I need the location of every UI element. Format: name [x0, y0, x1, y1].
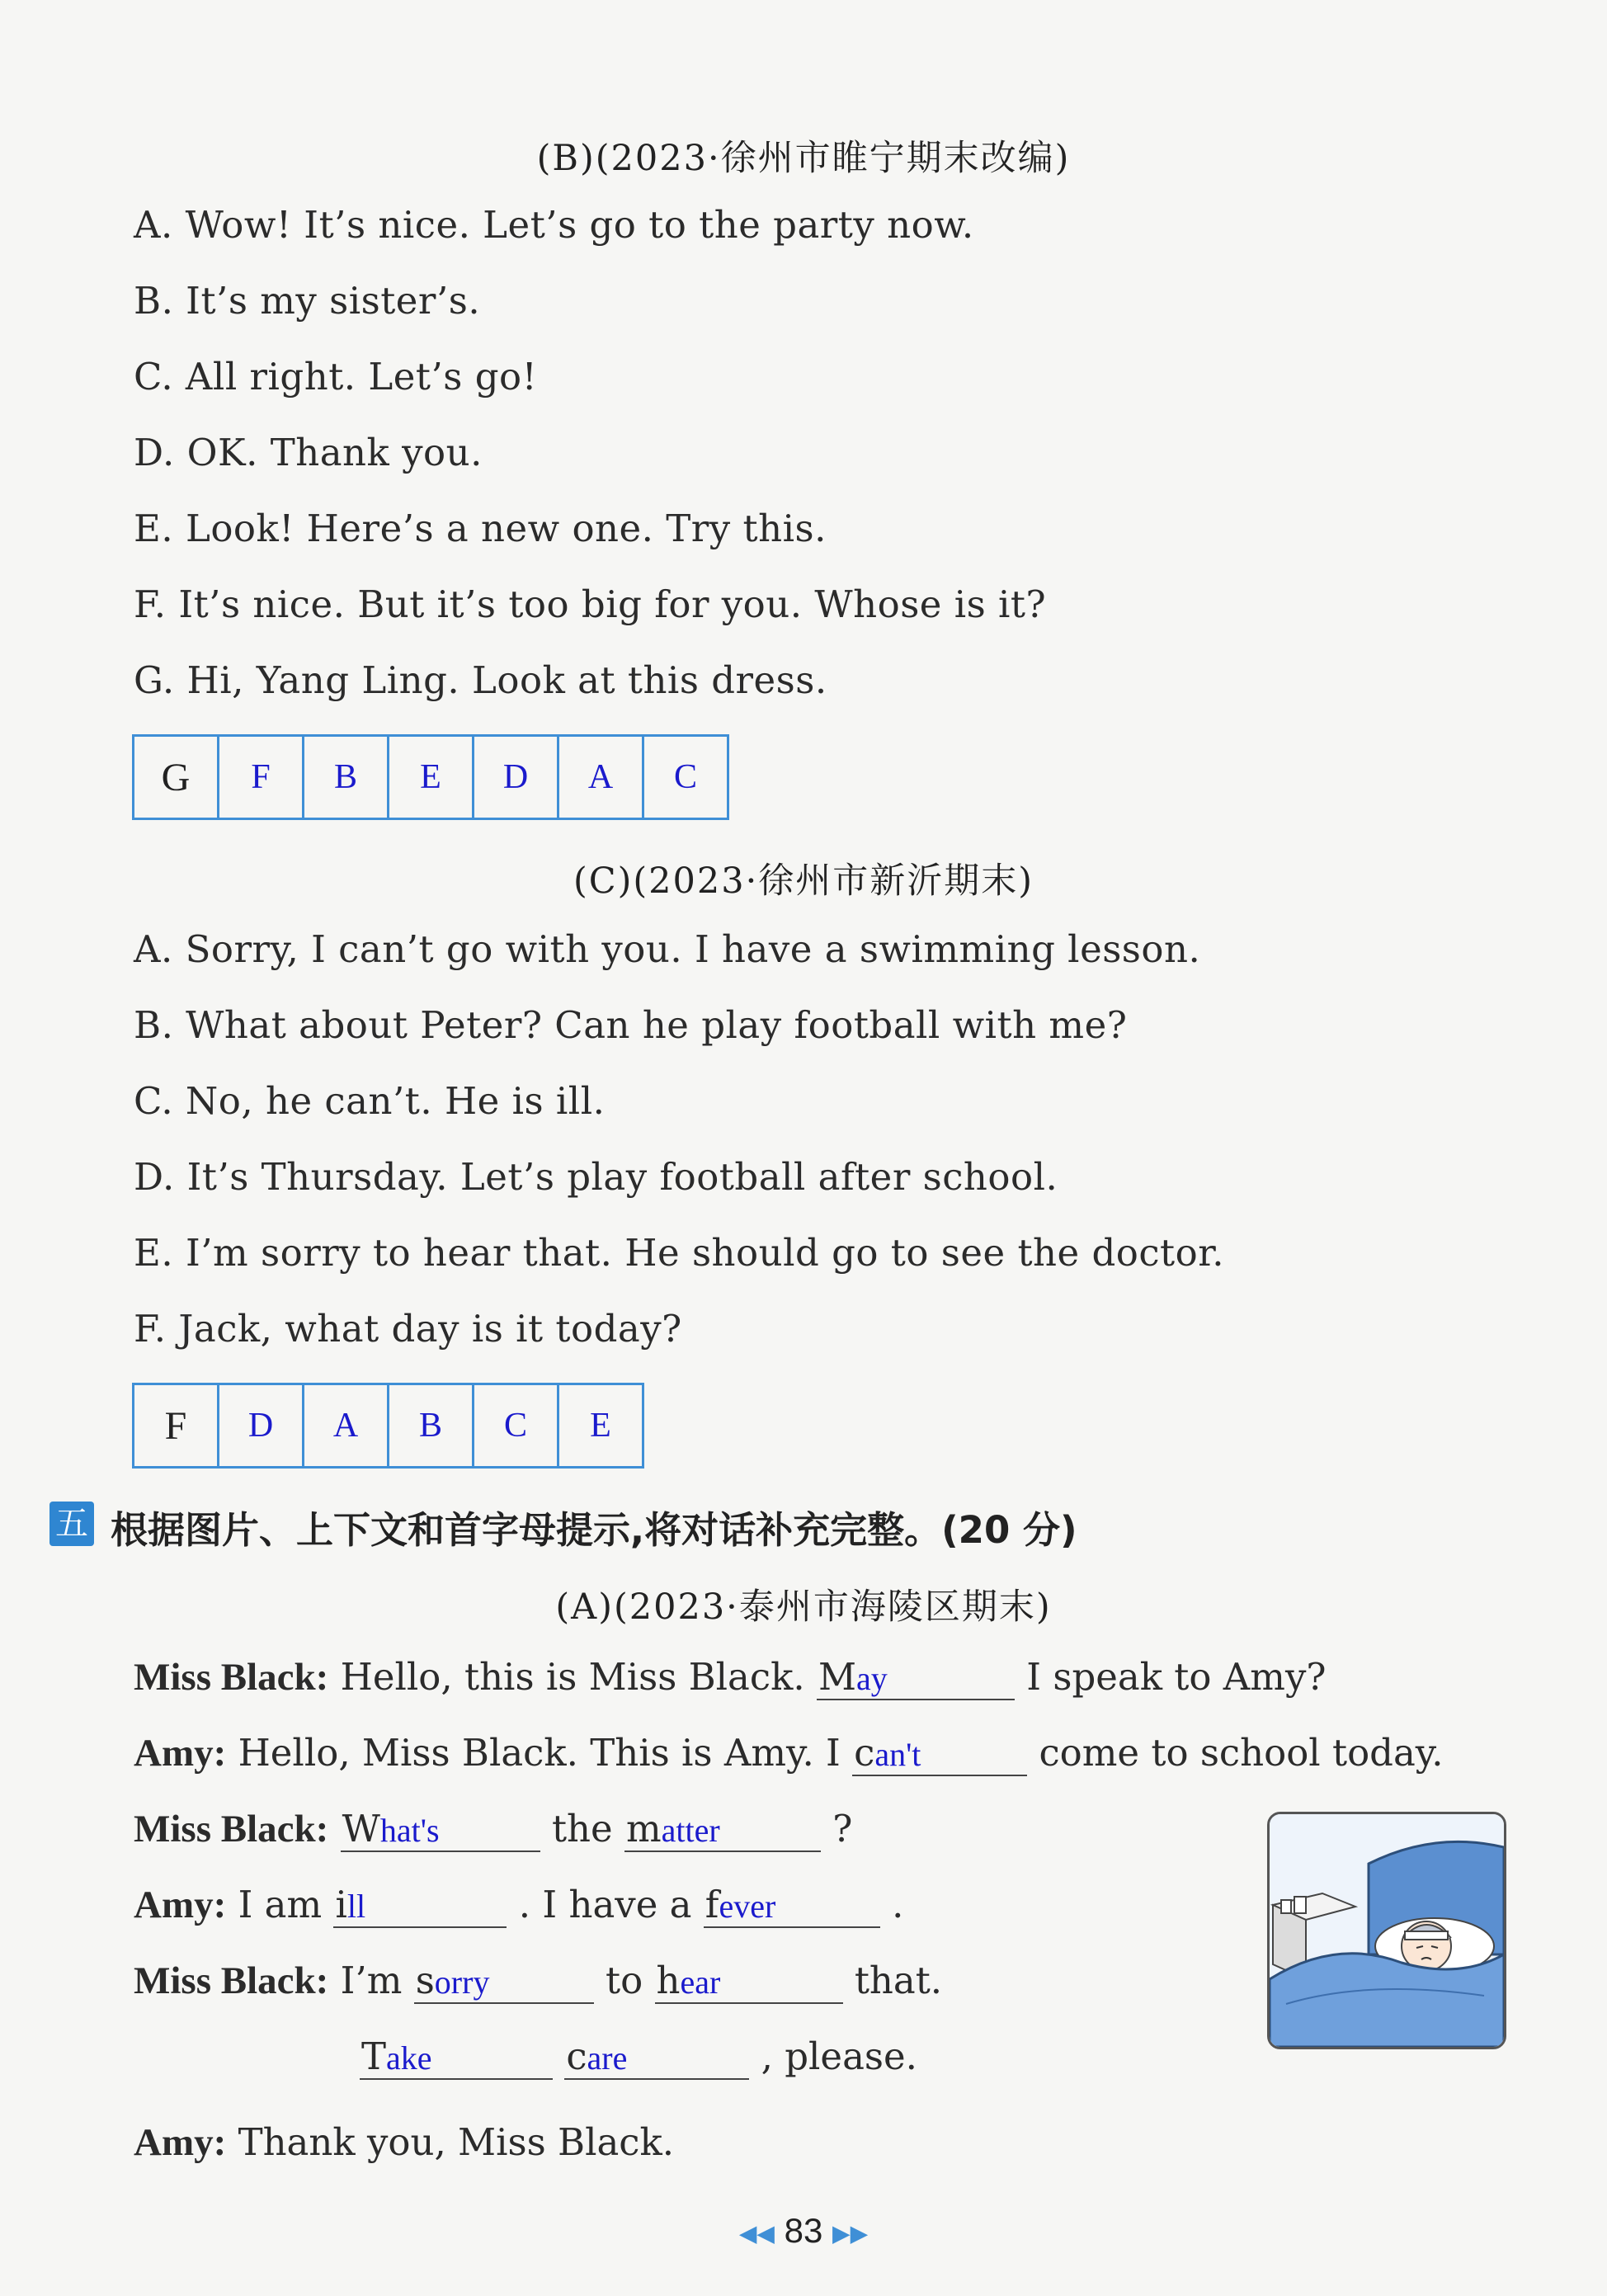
dialogue-line-7 — [134, 2120, 674, 2165]
speaker-amy: Amy: — [134, 1883, 227, 1926]
fill-blank[interactable] — [564, 2034, 749, 2080]
fill-blank[interactable] — [817, 1655, 1015, 1700]
part-b-option-b: B. It’s my sister’s. — [134, 279, 481, 323]
fill-blank[interactable] — [360, 2034, 553, 2080]
part-c-option-f: F. Jack, what day is it today? — [134, 1307, 682, 1351]
dialogue-text: to — [606, 1959, 643, 2002]
answer-cell: F — [134, 1384, 219, 1468]
section-5-heading: (A)(2023·泰州市海陵区期末) — [555, 1586, 1052, 1628]
dialogue-text: . I have a — [518, 1883, 692, 1926]
blank-initial: c — [854, 1731, 875, 1775]
page-footer — [0, 2211, 1607, 2251]
section-title: 根据图片、上下文和首字母提示,将对话补充完整。(20 分) — [111, 1508, 1077, 1552]
answer-cell[interactable]: A — [304, 1384, 389, 1468]
speaker-miss-black: Miss Black: — [134, 1959, 329, 2002]
answer-cell[interactable]: B — [304, 736, 389, 819]
blank-initial: m — [625, 1807, 662, 1850]
dialogue-line-6 — [360, 2034, 917, 2080]
answer-cell[interactable]: D — [219, 1384, 304, 1468]
part-c-option-c: C. No, he can’t. He is ill. — [134, 1079, 606, 1123]
blank-initial: f — [705, 1883, 719, 1926]
speaker-miss-black: Miss Black: — [134, 1808, 329, 1850]
dialogue-line-4 — [134, 1883, 903, 1928]
part-c-option-e: E. I’m sorry to hear that. He should go to see the doctor. — [134, 1231, 1225, 1275]
dialogue-text: come to school today. — [1039, 1731, 1444, 1775]
dialogue-line-1 — [134, 1655, 1327, 1700]
dialogue-text: I am — [238, 1883, 323, 1926]
answer-cell[interactable]: E — [558, 1384, 643, 1468]
dialogue-text: I speak to Amy? — [1026, 1655, 1327, 1699]
answer-cell[interactable]: F — [219, 736, 304, 819]
blank-answer: ever — [719, 1888, 776, 1925]
dialogue-line-5 — [134, 1959, 942, 2004]
dialogue-text: that. — [854, 1959, 943, 2002]
section-number-badge: 五 — [49, 1502, 94, 1546]
answer-cell[interactable]: C — [474, 1384, 558, 1468]
part-c-answer-table — [132, 1383, 644, 1469]
blank-answer: an't — [874, 1736, 921, 1773]
answer-cell[interactable]: E — [389, 736, 474, 819]
dialogue-text: Thank you, Miss Black. — [238, 2120, 675, 2164]
part-c-heading: (C)(2023·徐州市新沂期末) — [573, 860, 1034, 902]
blank-answer: hat's — [379, 1812, 440, 1849]
bed-drawing — [1270, 1814, 1504, 2047]
fill-blank[interactable] — [414, 1959, 594, 2004]
fill-blank[interactable] — [333, 1883, 507, 1928]
blank-answer: are — [587, 2039, 628, 2077]
page-number: 83 — [784, 2211, 823, 2250]
blank-initial: T — [361, 2034, 387, 2078]
fill-blank[interactable] — [655, 1959, 843, 2004]
dialogue-text: , please. — [761, 2034, 917, 2078]
sick-girl-in-bed-illustration — [1267, 1812, 1506, 2049]
part-c-option-b: B. What about Peter? Can he play football with me? — [134, 1003, 1128, 1047]
fill-blank[interactable] — [704, 1883, 880, 1928]
blank-initial: M — [818, 1655, 857, 1699]
dialogue-text: . — [892, 1883, 904, 1926]
part-b-answer-table — [132, 734, 729, 820]
fill-blank[interactable] — [624, 1807, 821, 1852]
blank-initial: c — [566, 2034, 587, 2078]
blank-answer: ear — [680, 1964, 721, 2001]
part-b-heading: (B)(2023·徐州市睢宁期末改编) — [536, 138, 1071, 179]
answer-cell: G — [134, 736, 219, 819]
answer-cell[interactable]: A — [558, 736, 643, 819]
fill-blank[interactable] — [341, 1807, 540, 1852]
dialogue-text: I’m — [340, 1959, 403, 2002]
blank-answer: ll — [346, 1888, 366, 1925]
fill-blank[interactable] — [852, 1731, 1027, 1776]
dialogue-line-2 — [134, 1731, 1444, 1776]
prev-arrow-icon: ◀◀ — [738, 2220, 775, 2246]
blank-answer: atter — [661, 1812, 720, 1849]
blank-initial: s — [415, 1959, 435, 2002]
blank-initial: h — [656, 1959, 681, 2002]
answer-cell[interactable]: C — [643, 736, 728, 819]
dialogue-text: the — [551, 1807, 613, 1850]
speaker-miss-black: Miss Black: — [134, 1656, 329, 1699]
dialogue-text: Hello, Miss Black. This is Amy. I — [238, 1731, 841, 1775]
dialogue-line-3 — [134, 1807, 852, 1852]
part-c-option-a: A. Sorry, I can’t go with you. I have a swimming lesson. — [134, 927, 1201, 971]
blank-answer: ake — [386, 2039, 432, 2077]
part-b-option-a: A. Wow! It’s nice. Let’s go to the party now. — [134, 203, 974, 247]
blank-initial: i — [335, 1883, 347, 1926]
part-c-option-d: D. It’s Thursday. Let’s play football after school. — [134, 1155, 1058, 1199]
answer-cell[interactable]: D — [474, 736, 558, 819]
speaker-amy: Amy: — [134, 2121, 227, 2164]
part-b-option-f: F. It’s nice. But it’s too big for you. Whose is it? — [134, 582, 1047, 626]
blank-initial: W — [342, 1807, 380, 1850]
dialogue-text: ? — [832, 1807, 853, 1850]
dialogue-text: Hello, this is Miss Black. — [340, 1655, 805, 1699]
speaker-amy: Amy: — [134, 1732, 227, 1775]
part-b-option-d: D. OK. Thank you. — [134, 431, 483, 474]
part-b-option-c: C. All right. Let’s go! — [134, 355, 538, 398]
blank-answer: ay — [856, 1660, 888, 1697]
part-b-option-e: E. Look! Here’s a new one. Try this. — [134, 507, 827, 550]
answer-cell[interactable]: B — [389, 1384, 474, 1468]
blank-answer: orry — [434, 1964, 490, 2001]
next-arrow-icon: ▶▶ — [832, 2220, 869, 2246]
part-b-option-g: G. Hi, Yang Ling. Look at this dress. — [134, 658, 827, 702]
